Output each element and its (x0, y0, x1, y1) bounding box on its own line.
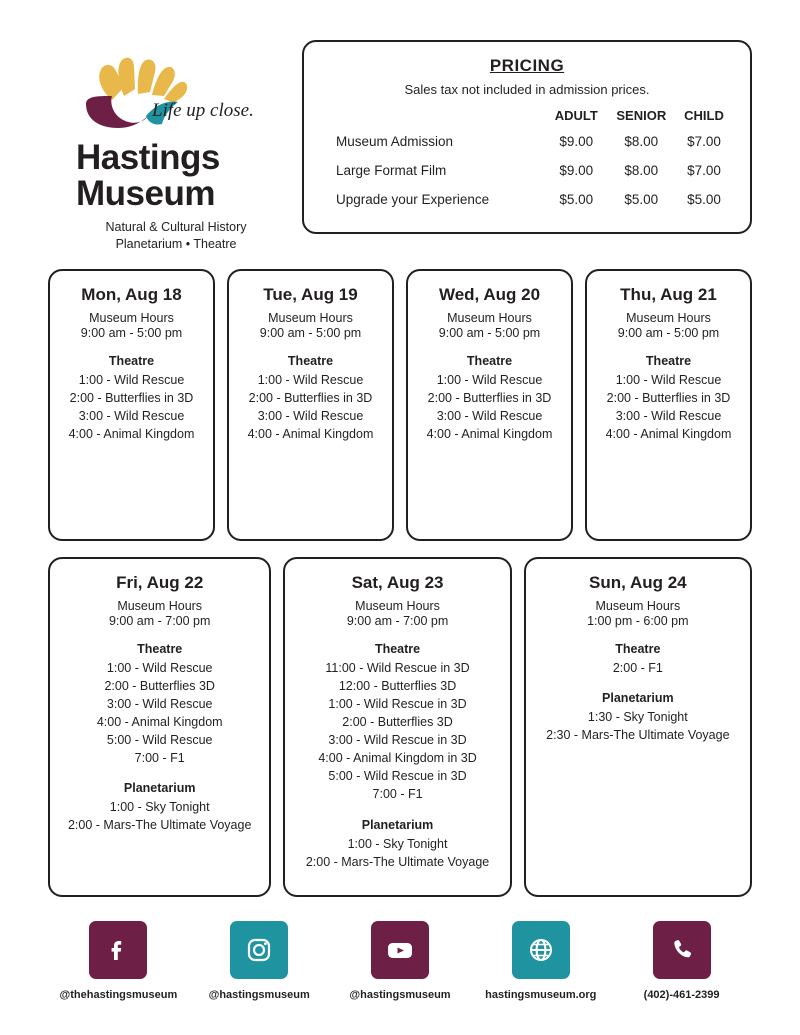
list-item: 2:00 - Butterflies in 3D (69, 390, 194, 405)
pricing-row-child: $7.00 (687, 134, 721, 149)
list-item: 2:30 - Mars-The Ultimate Voyage (546, 727, 730, 742)
museum-hours-value: 9:00 am - 5:00 pm (438, 325, 541, 340)
museum-hours-label: Museum Hours (89, 310, 174, 325)
list-item: 1:00 - Wild Rescue (106, 660, 213, 675)
theatre-label: Theatre (137, 641, 183, 656)
pricing-row-senior: $8.00 (624, 134, 659, 149)
list-item: 1:00 - Wild Rescue (257, 372, 364, 387)
table-row (322, 127, 732, 156)
museum-hours-value: 9:00 am - 7:00 pm (108, 613, 211, 628)
pricing-table (322, 107, 732, 214)
schedule-row-weekdays (0, 269, 800, 541)
pricing-col-senior: SENIOR (616, 108, 667, 123)
list-item: 2:00 - Butterflies 3D (342, 714, 453, 729)
social-instagram[interactable] (189, 921, 330, 1001)
list-item: 2:00 - Butterflies in 3D (427, 390, 552, 405)
pricing-row-child: $7.00 (687, 163, 721, 178)
day-card-thu (585, 269, 752, 541)
pricing-row-senior: $5.00 (624, 192, 659, 207)
list-item: 4:00 - Animal Kingdom (426, 426, 553, 441)
brand-block (48, 40, 280, 253)
social-youtube[interactable] (330, 921, 471, 1001)
list-item: 3:00 - Wild Rescue (78, 408, 185, 423)
pricing-row-adult: $9.00 (559, 163, 594, 178)
list-item: 4:00 - Animal Kingdom (68, 426, 195, 441)
phone-icon[interactable] (653, 921, 711, 979)
pricing-row-senior: $8.00 (624, 163, 659, 178)
list-item: 3:00 - Wild Rescue (106, 696, 213, 711)
pricing-row-label: Large Format Film (336, 163, 447, 178)
social-phone[interactable] (611, 921, 752, 1001)
day-title: Wed, Aug 20 (438, 284, 541, 304)
list-item: 2:00 - F1 (612, 660, 663, 675)
table-row (322, 185, 732, 214)
day-card-tue (227, 269, 394, 541)
list-item: 2:00 - Butterflies in 3D (248, 390, 373, 405)
list-item: 1:00 - Sky Tonight (347, 836, 448, 851)
list-item: 4:00 - Animal Kingdom (605, 426, 732, 441)
social-facebook[interactable] (48, 921, 189, 1001)
museum-hours-label: Museum Hours (626, 310, 711, 325)
list-item: 1:00 - Sky Tonight (109, 800, 210, 815)
pricing-panel (302, 40, 752, 234)
pricing-col-blank (322, 107, 546, 127)
brand-name (76, 140, 280, 213)
list-item: 2:00 - Butterflies 3D (104, 678, 215, 693)
list-item: 4:00 - Animal Kingdom (247, 426, 374, 441)
museum-hours-label: Museum Hours (355, 598, 440, 613)
list-item: 2:00 - Butterflies in 3D (606, 390, 731, 405)
list-item: 12:00 - Butterflies 3D (338, 678, 457, 693)
day-card-wed (406, 269, 573, 541)
planetarium-label: Planetarium (123, 781, 196, 796)
list-item: 3:00 - Wild Rescue (257, 408, 364, 423)
museum-hours-value: 9:00 am - 7:00 pm (346, 613, 449, 628)
planetarium-label: Planetarium (361, 817, 434, 832)
phone-label: (402)-461-2399 (643, 989, 720, 1001)
day-title: Tue, Aug 19 (263, 284, 358, 304)
pricing-row-label: Upgrade your Experience (336, 192, 490, 207)
pricing-title: PRICING (489, 56, 565, 75)
globe-icon[interactable] (512, 921, 570, 979)
pricing-note: Sales tax not included in admission prices. (404, 82, 650, 97)
day-card-sun (524, 557, 752, 897)
youtube-icon[interactable] (371, 921, 429, 979)
facebook-icon[interactable] (89, 921, 147, 979)
museum-hours-value: 9:00 am - 5:00 pm (80, 325, 183, 340)
list-item: 1:00 - Wild Rescue in 3D (328, 696, 467, 711)
website-label: hastingsmuseum.org (485, 989, 597, 1001)
museum-hours-value: 1:00 pm - 6:00 pm (587, 613, 689, 628)
list-item: 2:00 - Mars-The Ultimate Voyage (67, 818, 252, 833)
theatre-label: Theatre (374, 641, 421, 656)
pricing-row-adult: $9.00 (559, 134, 594, 149)
header (0, 0, 800, 253)
pricing-header-row (322, 107, 732, 127)
list-item: 1:00 - Wild Rescue (78, 372, 185, 387)
list-item: 7:00 - F1 (134, 751, 185, 766)
theatre-label: Theatre (645, 353, 692, 368)
theatre-label: Theatre (615, 641, 661, 656)
pricing-row-child: $5.00 (687, 192, 721, 207)
pricing-col-child: CHILD (684, 108, 724, 123)
brand-subtitle-line2: Planetarium • Theatre (115, 236, 237, 251)
theatre-label: Theatre (287, 353, 334, 368)
list-item: 4:00 - Animal Kingdom (96, 714, 223, 729)
day-title: Fri, Aug 22 (116, 572, 204, 592)
instagram-icon[interactable] (230, 921, 288, 979)
list-item: 3:00 - Wild Rescue (615, 408, 722, 423)
museum-hours-label: Museum Hours (447, 310, 532, 325)
list-item: 3:00 - Wild Rescue in 3D (328, 733, 467, 748)
social-handle: @thehastingsmuseum (59, 989, 178, 1001)
day-title: Sun, Aug 24 (589, 572, 687, 592)
day-card-fri (48, 557, 271, 897)
planetarium-label: Planetarium (602, 690, 674, 705)
list-item: 3:00 - Wild Rescue (436, 408, 543, 423)
theatre-label: Theatre (466, 353, 513, 368)
list-item: 4:00 - Animal Kingdom in 3D (318, 751, 477, 766)
pricing-row-label: Museum Admission (336, 134, 454, 149)
schedule-row-weekend (0, 557, 800, 897)
museum-hours-value: 9:00 am - 5:00 pm (259, 325, 362, 340)
theatre-label: Theatre (108, 353, 155, 368)
pricing-col-adult: ADULT (554, 108, 598, 123)
day-title: Thu, Aug 21 (620, 284, 717, 304)
social-handle: @hastingsmuseum (349, 989, 451, 1001)
social-website[interactable] (470, 921, 611, 1001)
list-item: 11:00 - Wild Rescue in 3D (325, 660, 470, 675)
brand-name-line2: Museum (76, 174, 215, 214)
table-row (322, 156, 732, 185)
brand-name-line1: Hastings (76, 138, 220, 177)
list-item: 1:00 - Wild Rescue (615, 372, 722, 387)
social-handle: @hastingsmuseum (208, 989, 310, 1001)
museum-hours-label: Museum Hours (268, 310, 353, 325)
brand-subtitle (76, 219, 276, 253)
list-item: 7:00 - F1 (372, 787, 423, 802)
pricing-row-adult: $5.00 (559, 192, 594, 207)
day-card-mon (48, 269, 215, 541)
day-card-sat (283, 557, 511, 897)
day-title: Mon, Aug 18 (81, 284, 182, 304)
list-item: 1:00 - Wild Rescue (436, 372, 543, 387)
list-item: 5:00 - Wild Rescue in 3D (328, 769, 467, 784)
logo-mark (84, 54, 254, 128)
brand-subtitle-line1: Natural & Cultural History (105, 219, 247, 234)
museum-hours-label: Museum Hours (595, 598, 681, 613)
day-title: Sat, Aug 23 (351, 572, 444, 592)
brand-tagline: Life up close. (152, 100, 254, 121)
list-item: 5:00 - Wild Rescue (106, 733, 213, 748)
footer-social-bar (0, 921, 800, 1001)
museum-hours-value: 9:00 am - 5:00 pm (617, 325, 720, 340)
museum-hours-label: Museum Hours (117, 598, 203, 613)
list-item: 1:30 - Sky Tonight (587, 709, 688, 724)
list-item: 2:00 - Mars-The Ultimate Voyage (305, 854, 490, 869)
